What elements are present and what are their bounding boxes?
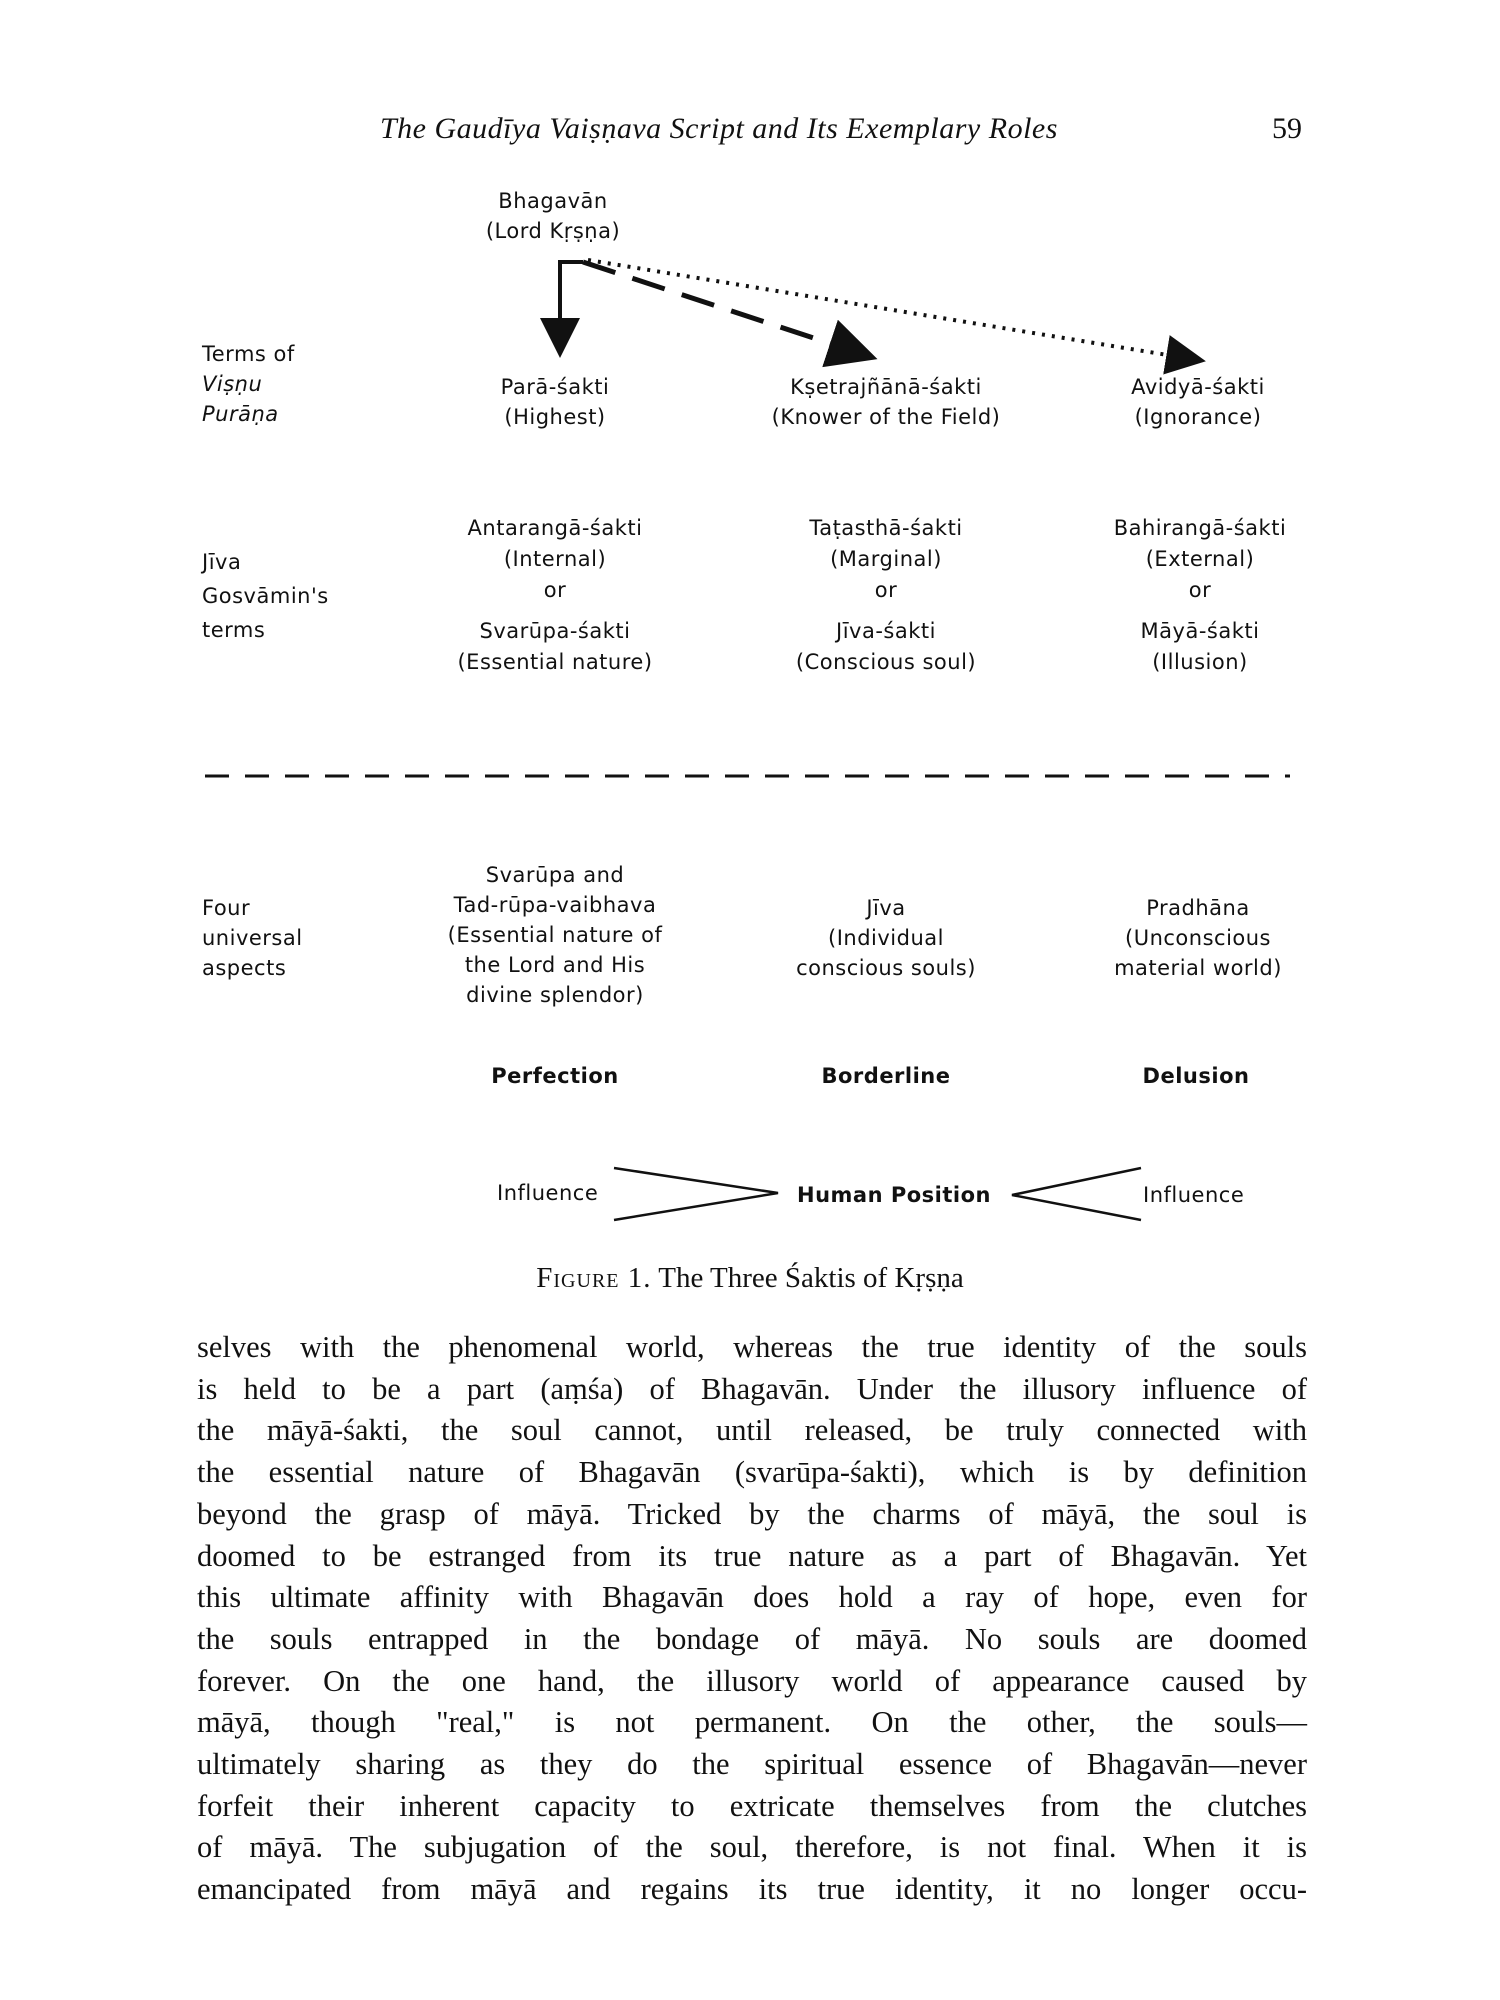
influence-right-label: Influence	[1143, 1183, 1245, 1207]
arrow-to-ksetrajnana-sakti	[583, 262, 868, 356]
arrow-to-avidya-sakti	[588, 260, 1198, 360]
state-borderline: Borderline	[821, 1064, 951, 1088]
body-line: selves with the phenomenal world, whereas the true identity of the souls	[197, 1330, 1307, 1364]
body-line: the māyā-śakti, the soul cannot, until released, be truly connected with	[197, 1413, 1307, 1448]
body-line: ultimately sharing as they do the spiritual essence of Bhagavān—never	[197, 1747, 1307, 1782]
body-line: forever. On the one hand, the illusory world of appearance caused by	[197, 1663, 1307, 1698]
body-line: the essential nature of Bhagavān (svarūpa-śakti), which is by definition	[197, 1455, 1307, 1490]
figure-caption	[536, 1262, 963, 1295]
state-delusion: Delusion	[1142, 1064, 1250, 1088]
body-paragraph	[197, 1327, 1307, 1911]
row-label-four-aspects: Four universal aspects	[202, 896, 303, 980]
bhagavan-gloss: (Lord Kṛṣṇa)	[485, 219, 621, 243]
body-line: forfeit their inherent capacity to extricate themselves from the clutches	[197, 1788, 1307, 1823]
ksetrajnana-sakti: Kṣetrajñānā-śakti (Knower of the Field)	[771, 375, 1001, 429]
state-perfection: Perfection	[491, 1064, 619, 1088]
body-line: doomed to be estranged from its true nature as a part of Bhagavān. Yet	[197, 1538, 1307, 1573]
aspect-svarupa: Svarūpa and Tad-rūpa-vaibhava (Essential nature of the Lord and His divine splendor)	[447, 863, 663, 1007]
influence-right-wedge	[1012, 1168, 1141, 1220]
bahiranga-sakti: Bahirangā-śakti (External) or Māyā-śakti (Illusion)	[1113, 516, 1287, 674]
influence-left-label: Influence	[497, 1181, 599, 1205]
body-line: emancipated from māyā and regains its true identity, it no longer occu-	[197, 1872, 1307, 1907]
row-label-jiva-gosvamin: Jīva Gosvāmin's terms	[202, 550, 329, 642]
tatastha-sakti: Taṭasthā-śakti (Marginal) or Jīva-śakti (Conscious soul)	[795, 516, 977, 674]
row-label-vishnu-purana: Terms of Viṣṇu Purāṇa	[202, 342, 295, 426]
running-title: The Gaudīya Vaiṣṇava Script and Its Exemplary Roles	[380, 112, 1058, 145]
influence-left-wedge	[614, 1168, 778, 1220]
body-line: of māyā. The subjugation of the soul, therefore, is not final. When it is	[197, 1830, 1307, 1865]
aspect-jiva: Jīva (Individual conscious souls)	[796, 896, 976, 980]
antaranga-sakti: Antarangā-śakti (Internal) or Svarūpa-śakti (Essential nature)	[457, 516, 653, 674]
aspect-pradhana: Pradhāna (Unconscious material world)	[1114, 896, 1282, 980]
body-line: māyā, though "real," is not permanent. On the other, the souls—	[197, 1705, 1307, 1740]
body-line: is held to be a part (aṃśa) of Bhagavān. Under the illusory influence of	[197, 1371, 1307, 1406]
bhagavan-node	[486, 186, 620, 246]
para-sakti: Parā-śakti (Highest)	[500, 375, 610, 429]
avidya-sakti: Avidyā-śakti (Ignorance)	[1131, 375, 1265, 429]
figure-caption-label: Figure 1.	[536, 1262, 652, 1294]
bhagavan-label: Bhagavān	[498, 189, 608, 213]
human-position-label: Human Position	[797, 1183, 991, 1207]
page-number: 59	[1272, 112, 1302, 145]
figure-caption-text: The Three Śaktis of Kṛṣṇa	[658, 1262, 964, 1294]
body-line: this ultimate affinity with Bhagavān does hold a ray of hope, even for	[197, 1580, 1307, 1615]
body-line: beyond the grasp of māyā. Tricked by the charms of māyā, the soul is	[197, 1496, 1307, 1531]
body-line: the souls entrapped in the bondage of māyā. No souls are doomed	[197, 1621, 1307, 1656]
